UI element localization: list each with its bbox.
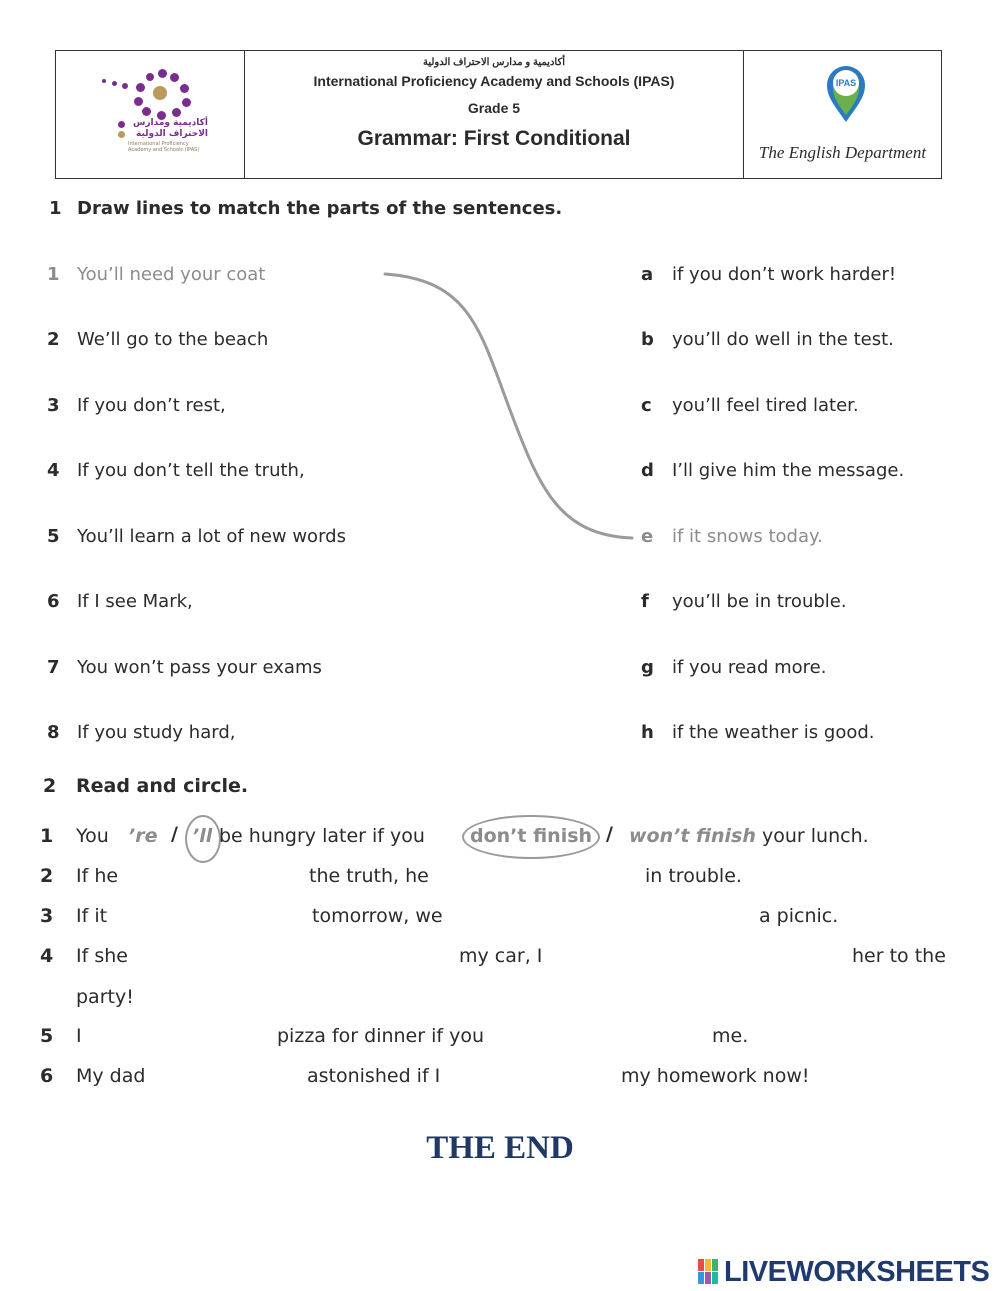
grade-label: Grade 5 (467, 100, 521, 116)
right-item-text[interactable]: if the weather is good. (672, 722, 875, 743)
example-you: You (76, 825, 109, 847)
answer-blank[interactable] (118, 905, 308, 927)
right-item-letter: d (641, 460, 654, 481)
left-item-text[interactable]: You’ll need your coat (77, 264, 266, 285)
left-item-number: 4 (47, 460, 60, 481)
right-item-text[interactable]: if you read more. (672, 657, 827, 678)
left-item-text[interactable]: If you don’t tell the truth, (77, 460, 305, 481)
left-item-number: 3 (47, 395, 60, 416)
item-part: If she (76, 945, 128, 967)
right-item-text[interactable]: if it snows today. (672, 526, 823, 547)
right-item-letter: b (641, 329, 654, 350)
circle-mark (462, 815, 600, 859)
item-part: If he (76, 865, 119, 887)
left-item-text[interactable]: If I see Mark, (77, 591, 193, 612)
answer-blank[interactable] (470, 905, 752, 927)
right-item-text[interactable]: you’ll be in trouble. (672, 591, 847, 612)
item-part: my homework now! (621, 1065, 810, 1087)
example-slash: / (171, 823, 178, 845)
item-part: tomorrow, we (312, 905, 443, 927)
example-end: your lunch. (762, 825, 869, 847)
answer-blank[interactable] (462, 1065, 612, 1087)
right-item-text[interactable]: if you don’t work harder! (672, 264, 897, 285)
right-item-letter: g (641, 657, 654, 678)
left-item-number: 6 (47, 591, 60, 612)
section2-title: Read and circle. (76, 775, 249, 797)
left-item-number: 8 (47, 722, 60, 743)
liveworksheets-brand[interactable]: LIVEWORKSHEETS (724, 1256, 990, 1288)
example-middle: be hungry later if you (219, 825, 425, 847)
right-item-text[interactable]: you’ll do well in the test. (672, 329, 894, 350)
left-item-text[interactable]: We’ll go to the beach (77, 329, 269, 350)
left-item-number: 7 (47, 657, 60, 678)
the-end-heading: THE END (426, 1130, 574, 1166)
section1-number: 1 (49, 198, 62, 219)
section1-title: Draw lines to match the parts of the sentences. (77, 198, 563, 219)
item-part: If it (76, 905, 108, 927)
answer-blank[interactable] (538, 1025, 706, 1047)
right-item-letter: a (641, 264, 654, 285)
item-number: 4 (40, 945, 54, 967)
item-part: astonished if I (307, 1065, 441, 1087)
right-item-letter: e (641, 526, 654, 547)
item-number: 3 (40, 905, 54, 927)
left-item-text[interactable]: If you study hard, (77, 722, 236, 743)
arabic-school-name: أكاديمية و مدارس الاحتراف الدولية (422, 57, 566, 68)
item-part: in trouble. (645, 865, 742, 887)
svg-text:IPAS: IPAS (835, 78, 857, 88)
item-part: my car, I (459, 945, 543, 967)
answer-blank[interactable] (128, 865, 304, 887)
left-item-text[interactable]: If you don’t rest, (77, 395, 226, 416)
left-item-text[interactable]: You’ll learn a lot of new words (77, 526, 346, 547)
right-item-letter: c (641, 395, 652, 416)
logo-arabic-text: أكاديمية ومدارس الاحتراف الدولية (132, 118, 208, 139)
item-part: a picnic. (759, 905, 839, 927)
department-name: The English Department (758, 143, 927, 162)
item-part: the truth, he (309, 865, 429, 887)
item-number: 6 (40, 1065, 54, 1087)
example-option-re[interactable]: ’re (128, 825, 158, 847)
logo-english-text: International Proficiency Academy and Schools (IPAS) (128, 141, 200, 153)
circle-mark (185, 815, 221, 863)
right-item-letter: h (641, 722, 654, 743)
item-number: 5 (40, 1025, 54, 1047)
section2-number: 2 (43, 775, 57, 797)
right-item-letter: f (641, 591, 649, 612)
item-part: me. (712, 1025, 749, 1047)
school-name: International Proficiency Academy and Schools (IPAS) (313, 73, 675, 89)
item-part: her to the (852, 945, 946, 967)
answer-blank[interactable] (450, 865, 640, 887)
liveworksheets-logo-icon (698, 1259, 720, 1285)
example-number: 1 (40, 825, 54, 847)
right-item-text[interactable]: you’ll feel tired later. (672, 395, 859, 416)
answer-blank[interactable] (556, 945, 846, 967)
example-option-ll[interactable]: ’ll (192, 825, 213, 847)
item-part: pizza for dinner if you (277, 1025, 485, 1047)
item-part: I (76, 1025, 82, 1047)
left-item-number: 1 (47, 264, 60, 285)
worksheet-topic: Grammar: First Conditional (357, 127, 631, 150)
right-item-text[interactable]: I’ll give him the message. (672, 460, 905, 481)
answer-blank[interactable] (142, 945, 454, 967)
left-item-text[interactable]: You won’t pass your exams (77, 657, 322, 678)
answer-blank[interactable] (162, 1065, 298, 1087)
example-option-wont-finish[interactable]: won’t finish (629, 825, 756, 847)
answer-blank[interactable] (92, 1025, 272, 1047)
item-number: 2 (40, 865, 54, 887)
left-item-number: 5 (47, 526, 60, 547)
example-slash: / (606, 823, 613, 845)
left-item-number: 2 (47, 329, 60, 350)
item-continuation: party! (76, 986, 134, 1008)
example-option-dont-finish[interactable]: don’t finish (470, 825, 593, 847)
item-part: My dad (76, 1065, 146, 1087)
